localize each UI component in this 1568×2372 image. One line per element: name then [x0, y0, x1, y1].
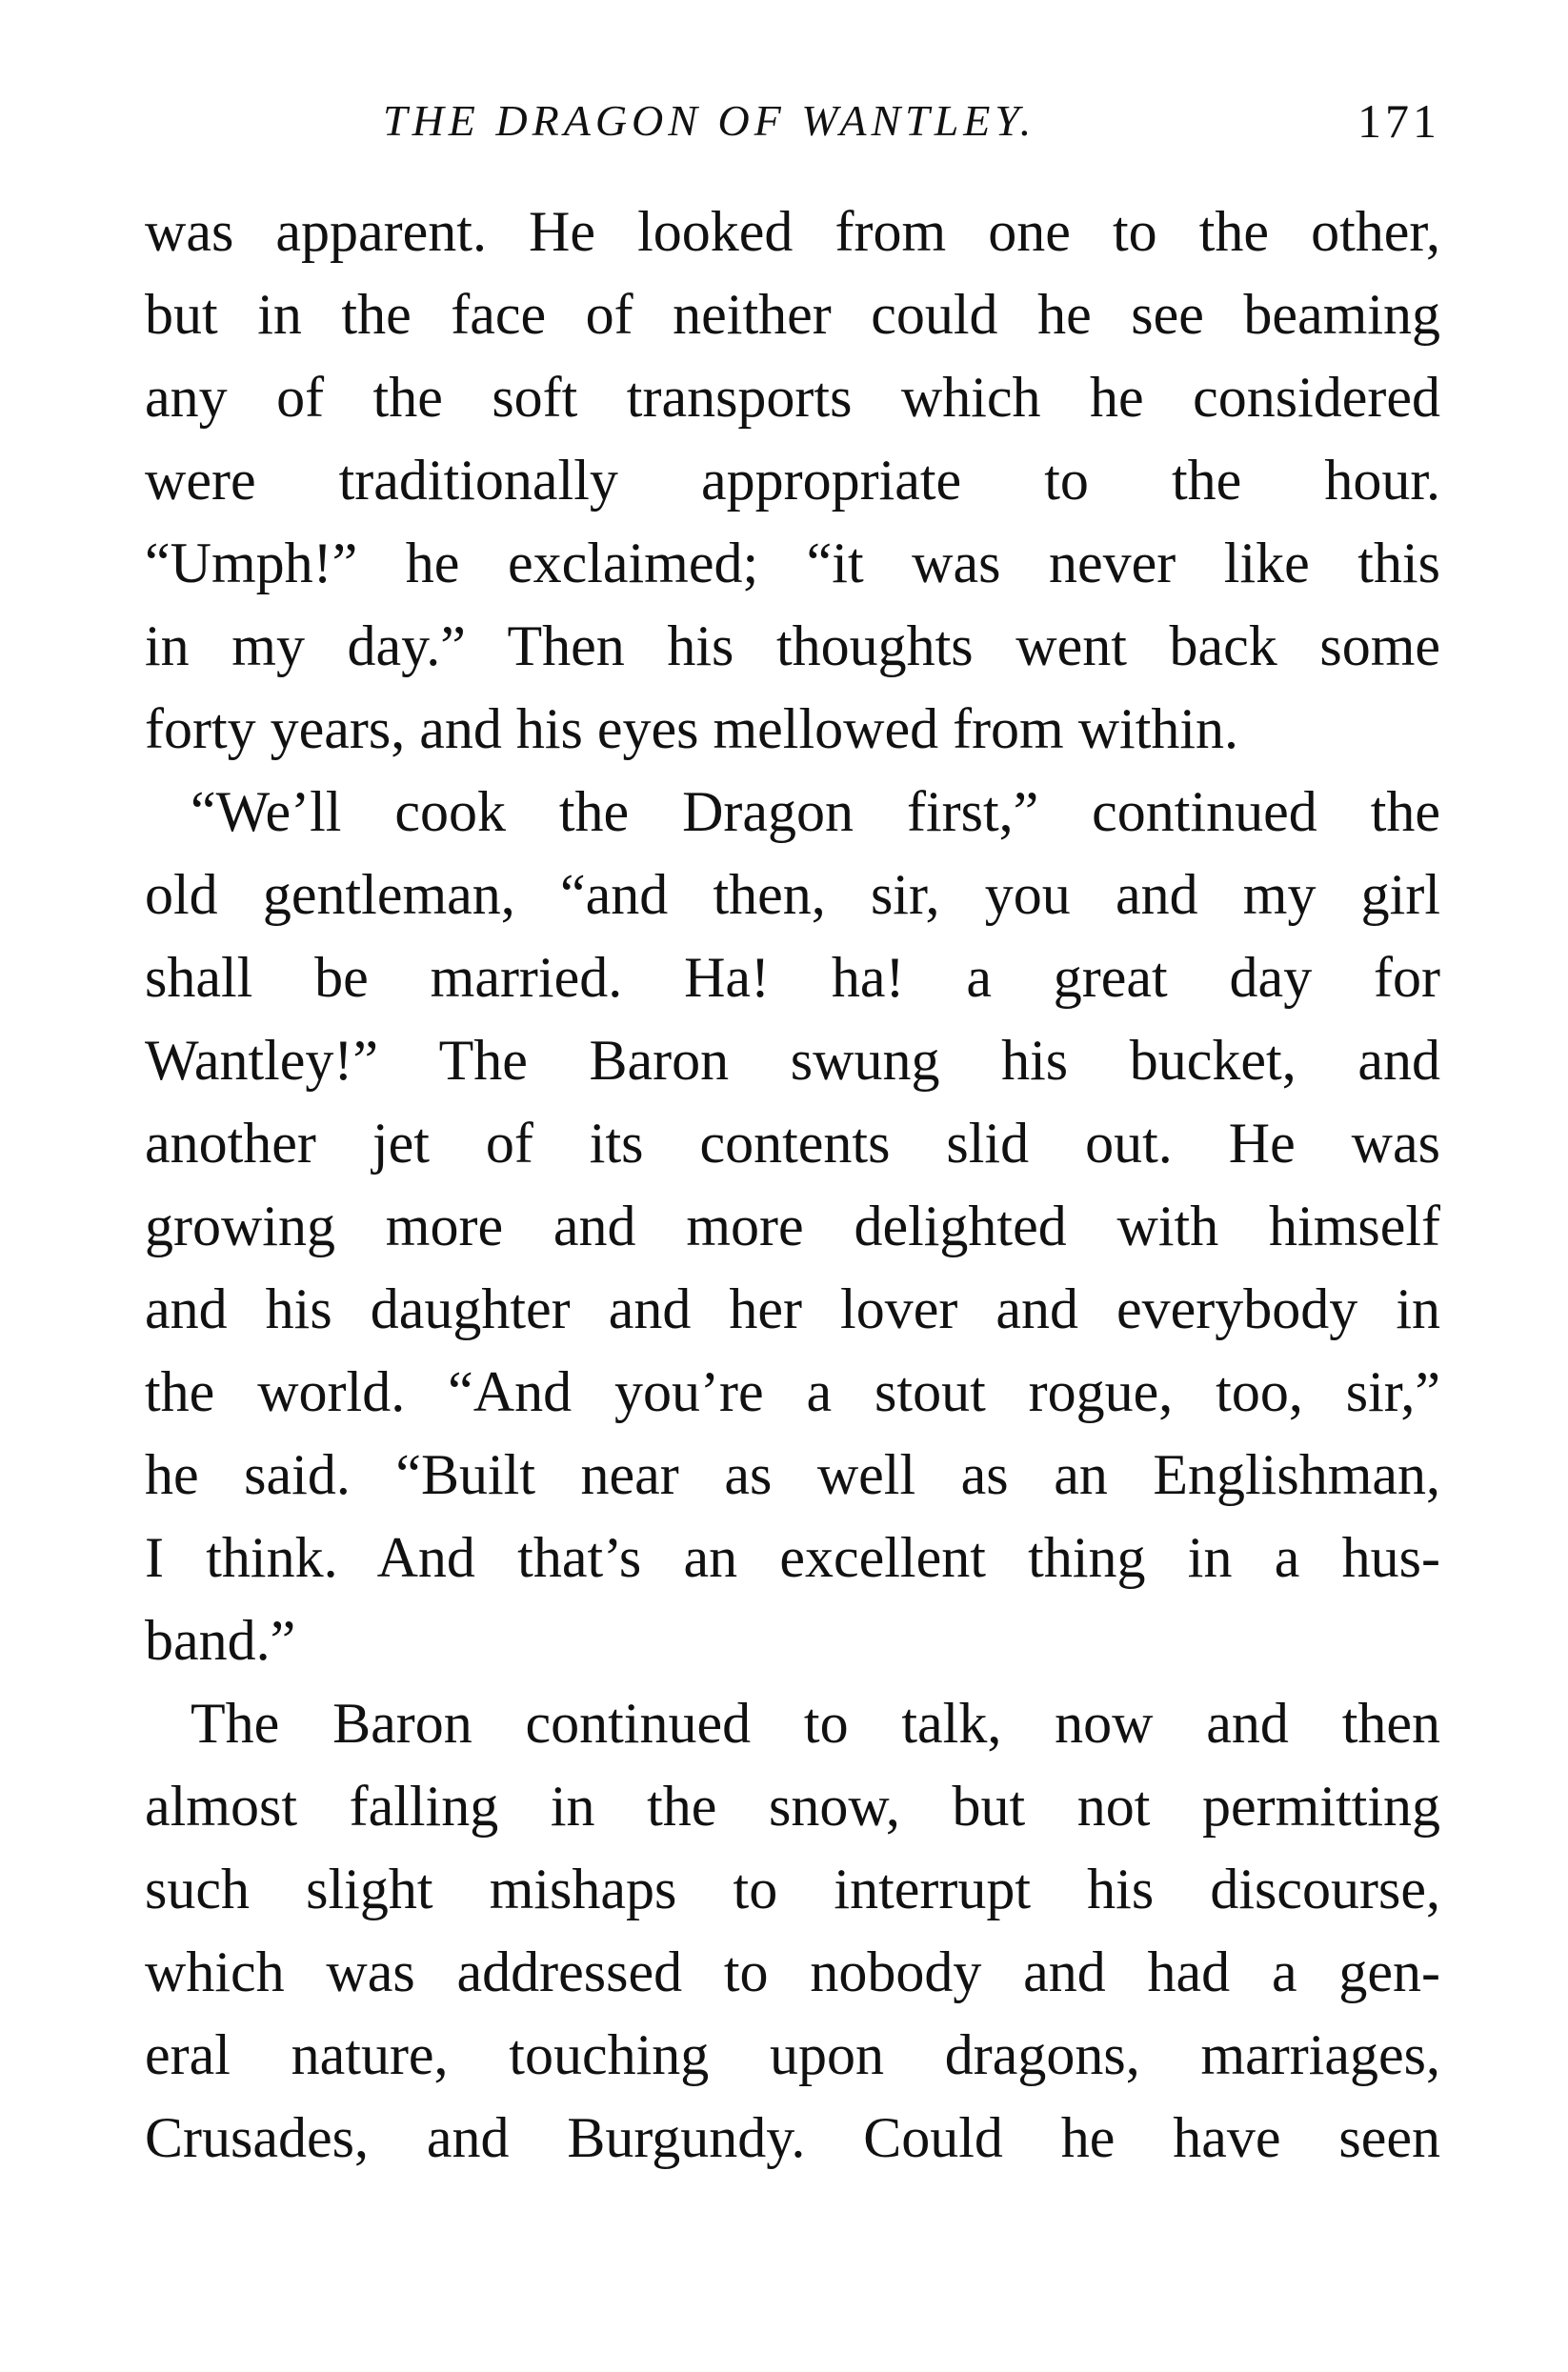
text-line: any of the soft transports which he considered — [145, 366, 1440, 429]
running-head — [145, 88, 1440, 154]
text-line: old gentleman, “and then, sir, you and my girl — [145, 863, 1440, 926]
paragraph — [145, 191, 1440, 771]
text-line: almost falling in the snow, but not permitting — [145, 1775, 1440, 1838]
text-line: was apparent. He looked from one to the other, — [145, 200, 1440, 263]
text-line: he said. “Built near as well as an Englishman, — [145, 1443, 1440, 1506]
text-line: band.” — [145, 1609, 296, 1672]
text-line: Wantley!” The Baron swung his bucket, and — [145, 1029, 1440, 1092]
text-line: but in the face of neither could he see beaming — [145, 283, 1440, 346]
text-line: shall be married. Ha! ha! a great day for — [145, 946, 1440, 1009]
text-line: another jet of its contents slid out. He was — [145, 1112, 1440, 1175]
page-number: 171 — [1357, 94, 1440, 148]
text-line: were traditionally appropriate to the hour. — [145, 449, 1440, 512]
text-line: “We’ll cook the Dragon first,” continued the — [191, 780, 1440, 843]
text-line: The Baron continued to talk, now and then — [191, 1692, 1440, 1755]
paragraph — [145, 771, 1440, 1682]
text-line: such slight mishaps to interrupt his discourse, — [145, 1858, 1440, 1920]
text-line: “Umph!” he exclaimed; “it was never like this — [145, 532, 1440, 594]
text-line: forty years, and his eyes mellowed from within. — [145, 697, 1239, 760]
text-line: the world. “And you’re a stout rogue, too, sir,” — [145, 1360, 1440, 1423]
text-line: which was addressed to nobody and had a gen- — [145, 1940, 1440, 2003]
text-line: growing more and more delighted with himself — [145, 1195, 1440, 1257]
paragraph — [145, 1682, 1440, 2180]
running-title: THE DRAGON OF WANTLEY. — [383, 96, 1036, 145]
text-line: I think. And that’s an excellent thing in a hus- — [145, 1526, 1440, 1589]
text-line: in my day.” Then his thoughts went back some — [145, 614, 1440, 677]
body-text — [145, 191, 1440, 2180]
text-line: Crusades, and Burgundy. Could he have seen — [145, 2106, 1440, 2169]
text-line: and his daughter and her lover and everybody in — [145, 1277, 1440, 1340]
text-line: eral nature, touching upon dragons, marriages, — [145, 2023, 1440, 2086]
